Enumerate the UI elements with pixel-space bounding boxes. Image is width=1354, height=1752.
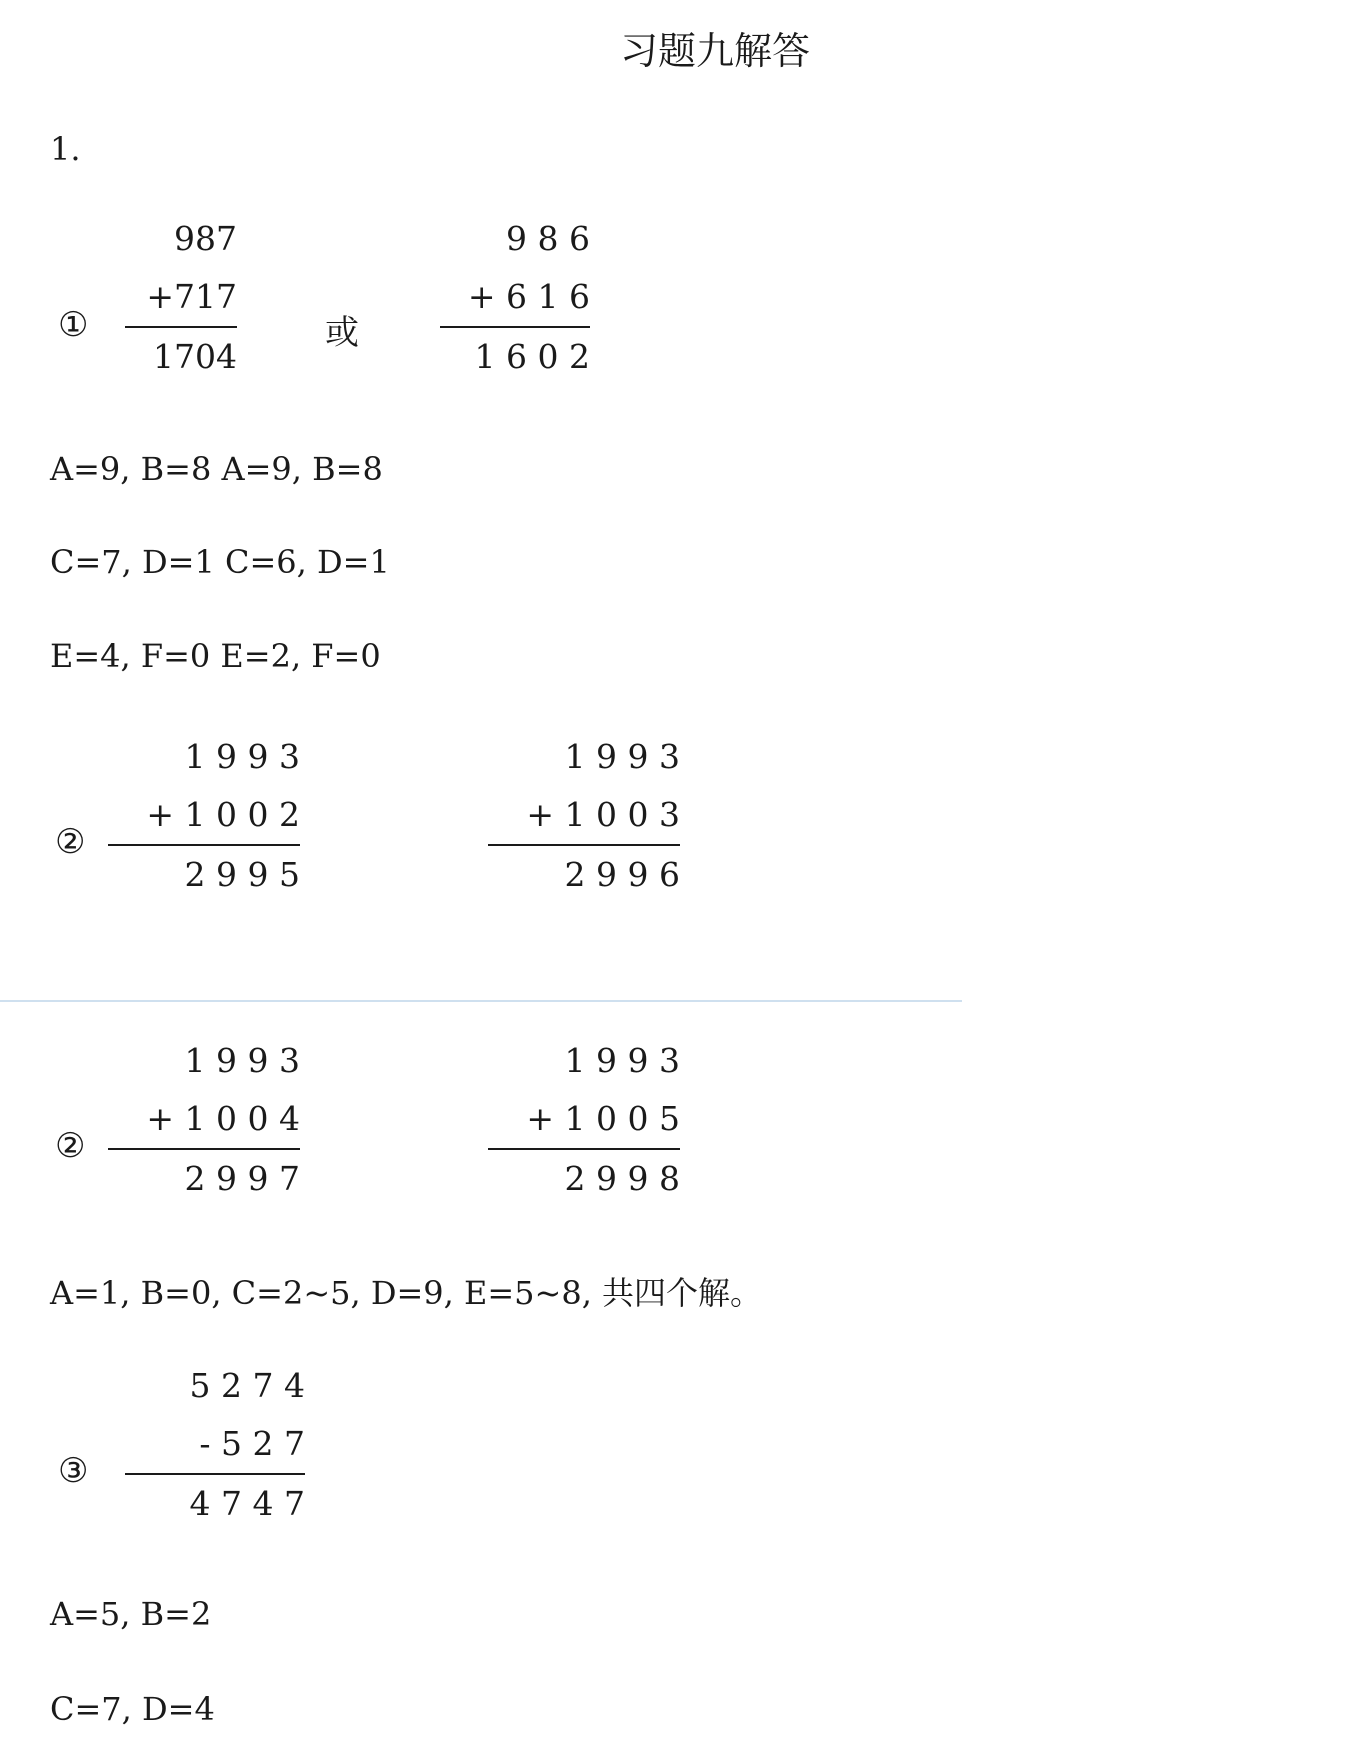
sum: 2 9 9 7 — [108, 1148, 300, 1208]
addition-calc-6 — [488, 1032, 680, 1208]
addend-1: 1 9 9 3 — [564, 737, 680, 776]
question-number: 1. — [50, 130, 81, 168]
sum: 2 9 9 8 — [488, 1148, 680, 1208]
addend-2: + 6 1 6 — [467, 277, 590, 316]
or-label: 或 — [325, 313, 359, 353]
circled-number-3: ③ — [58, 1451, 89, 1491]
circled-number-1: ① — [58, 305, 89, 345]
addend-2: + 1 0 0 4 — [146, 1099, 300, 1138]
answer-line-cd3: C=7, D=4 — [50, 1690, 215, 1728]
answer-summary: A=1, B=0, C=2~5, D=9, E=5~8, 共四个解。 — [50, 1274, 763, 1312]
difference: 4 7 4 7 — [125, 1473, 305, 1533]
addition-calc-2 — [440, 210, 590, 386]
sum: 2 9 9 6 — [488, 844, 680, 904]
addend-1: 987 — [174, 219, 237, 258]
minuend: 5 2 7 4 — [189, 1366, 305, 1405]
sum: 1704 — [125, 326, 237, 386]
answer-line-ab: A=9, B=8 A=9, B=8 — [50, 450, 383, 488]
addend-2: +717 — [146, 277, 237, 316]
sum: 1 6 0 2 — [440, 326, 590, 386]
subtraction-calc — [125, 1357, 305, 1533]
addend-2: + 1 0 0 5 — [526, 1099, 680, 1138]
answer-line-ab3: A=5, B=2 — [50, 1595, 212, 1633]
answer-line-cd: C=7, D=1 C=6, D=1 — [50, 543, 390, 581]
addend-2: + 1 0 0 2 — [146, 795, 300, 834]
subtrahend: - 5 2 7 — [199, 1424, 305, 1463]
section-divider — [0, 1000, 962, 1002]
addend-2: + 1 0 0 3 — [526, 795, 680, 834]
addition-calc-5 — [108, 1032, 300, 1208]
addition-calc-4 — [488, 728, 680, 904]
sum: 2 9 9 5 — [108, 844, 300, 904]
circled-number-2: ② — [55, 822, 86, 862]
answer-line-ef: E=4, F=0 E=2, F=0 — [50, 637, 381, 675]
addend-1: 1 9 9 3 — [564, 1041, 680, 1080]
addend-1: 1 9 9 3 — [184, 1041, 300, 1080]
addend-1: 1 9 9 3 — [184, 737, 300, 776]
addition-calc-1 — [125, 210, 237, 386]
circled-number-2b: ② — [55, 1126, 86, 1166]
addend-1: 9 8 6 — [506, 219, 590, 258]
addition-calc-3 — [108, 728, 300, 904]
page-title: 习题九解答 — [619, 29, 810, 73]
